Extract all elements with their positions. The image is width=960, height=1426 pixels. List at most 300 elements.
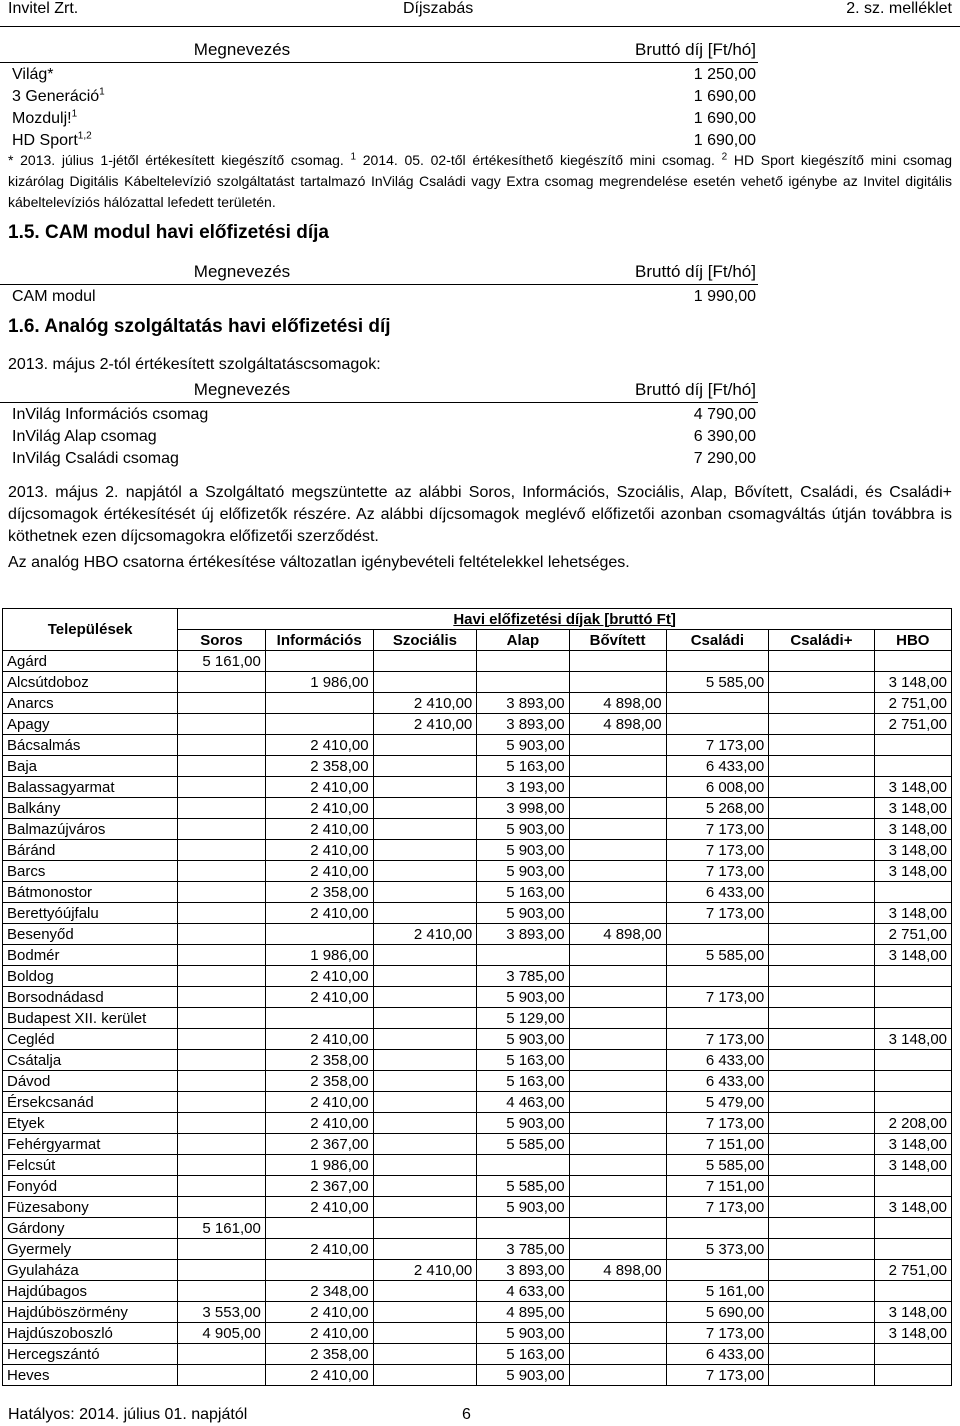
footnote-2: HD Sport kiegészítő mini csomag kizárólag Digitális Kábeltelevízió szolgáltatást tartalmazó InVilág Családi vagy Extra csomag megrendelése esetén vehető igénybe az Invitel digitális kábeltelevíziós hálózattal lefedett területén. <box>8 152 953 210</box>
fee-cell <box>373 1344 477 1365</box>
settlement-name: Anarcs <box>3 693 178 714</box>
fee-cell: 5 903,00 <box>477 735 569 756</box>
fee-cell <box>569 672 666 693</box>
fee-cell <box>569 1134 666 1155</box>
settlement-name: Apagy <box>3 714 178 735</box>
settlement-name: Cegléd <box>3 1029 178 1050</box>
fee-cell <box>373 861 477 882</box>
fee-cell: 5 268,00 <box>666 798 769 819</box>
fee-cell: 2 358,00 <box>265 756 373 777</box>
fee-cell: 2 751,00 <box>874 693 951 714</box>
table-row <box>3 1239 952 1260</box>
table-row <box>3 924 952 945</box>
settlement-name: Gyulaháza <box>3 1260 178 1281</box>
section-1-5-title: 1.5. CAM modul havi előfizetési díja <box>8 222 329 243</box>
fee-cell <box>769 924 874 945</box>
fee-cell <box>769 1029 874 1050</box>
fee-cell: 2 410,00 <box>265 1365 373 1386</box>
fee-cell: 7 173,00 <box>666 1365 769 1386</box>
fee-cell <box>769 798 874 819</box>
settlement-name: Besenyőd <box>3 924 178 945</box>
fee-cell <box>373 651 477 672</box>
fee-cell <box>373 882 477 903</box>
fee-cell <box>874 756 951 777</box>
fee-cell <box>373 819 477 840</box>
fee-cell: 5 163,00 <box>477 756 569 777</box>
fee-cell: 2 358,00 <box>265 882 373 903</box>
fee-cell: 7 151,00 <box>666 1134 769 1155</box>
fee-cell <box>874 735 951 756</box>
fee-cell: 5 373,00 <box>666 1239 769 1260</box>
fee-cell <box>373 945 477 966</box>
settlement-name: Balmazújváros <box>3 819 178 840</box>
settlement-name: Bácsalmás <box>3 735 178 756</box>
settlement-name: Báránd <box>3 840 178 861</box>
fee-cell: 2 410,00 <box>265 966 373 987</box>
fee-cell: 2 410,00 <box>373 714 477 735</box>
addon-rows <box>0 63 758 152</box>
addon-price-table <box>0 36 758 151</box>
fee-cell: 5 585,00 <box>477 1176 569 1197</box>
col-0: Soros <box>178 630 266 651</box>
table-row <box>3 1323 952 1344</box>
footnote-ref: 1 <box>71 108 78 120</box>
fee-cell <box>769 987 874 1008</box>
table-row <box>3 966 952 987</box>
fee-cell: 7 151,00 <box>666 1176 769 1197</box>
fee-cell: 5 903,00 <box>477 987 569 1008</box>
table-row <box>3 1134 952 1155</box>
fee-cell <box>373 1176 477 1197</box>
fee-cell: 6 433,00 <box>666 1344 769 1365</box>
settlement-name: Hajdúszoboszló <box>3 1323 178 1344</box>
fee-cell: 5 585,00 <box>477 1134 569 1155</box>
fee-cell <box>769 1281 874 1302</box>
fee-cell: 3 893,00 <box>477 693 569 714</box>
fee-cell <box>874 1365 951 1386</box>
col-5: Családi <box>666 630 769 651</box>
settlement-name: Budapest XII. kerület <box>3 1008 178 1029</box>
fee-cell: 3 893,00 <box>477 924 569 945</box>
fee-cell: 5 903,00 <box>477 1197 569 1218</box>
footnote-1: 2014. 05. 02-től értékesíthető kiegészítő mini csomag. <box>362 152 715 168</box>
fee-cell: 2 410,00 <box>265 1323 373 1344</box>
cam-col-name: Megnevezés <box>0 258 472 285</box>
col-price-header: Bruttó díj [Ft/hó] <box>484 36 758 63</box>
fee-cell: 2 410,00 <box>265 1197 373 1218</box>
fee-cell: 5 163,00 <box>477 1050 569 1071</box>
fee-cell: 2 410,00 <box>373 693 477 714</box>
fee-cell <box>569 1281 666 1302</box>
settlement-name: Borsodnádasd <box>3 987 178 1008</box>
fee-cell <box>769 693 874 714</box>
fee-cell: 3 785,00 <box>477 966 569 987</box>
fee-cell <box>373 756 477 777</box>
fee-cell: 2 367,00 <box>265 1176 373 1197</box>
fee-cell: 7 173,00 <box>666 987 769 1008</box>
table-row <box>3 903 952 924</box>
fee-cell: 5 161,00 <box>178 1218 266 1239</box>
fee-cell <box>569 1197 666 1218</box>
fee-cell: 7 173,00 <box>666 1029 769 1050</box>
fee-cell: 3 148,00 <box>874 1323 951 1344</box>
fee-cell <box>373 798 477 819</box>
fee-cell <box>769 1155 874 1176</box>
fee-cell <box>373 777 477 798</box>
fee-cell <box>666 1260 769 1281</box>
fee-cell <box>178 735 266 756</box>
settlement-name: Csátalja <box>3 1050 178 1071</box>
fee-cell <box>569 987 666 1008</box>
fee-cell: 2 410,00 <box>265 798 373 819</box>
fee-cell: 6 433,00 <box>666 1071 769 1092</box>
fee-cell <box>569 861 666 882</box>
fee-cell: 2 410,00 <box>265 1302 373 1323</box>
col-4: Bővített <box>569 630 666 651</box>
fee-cell <box>769 861 874 882</box>
fee-cell: 4 898,00 <box>569 714 666 735</box>
package-name: HD Sport$^{1,2}$ <box>12 130 92 149</box>
fee-cell <box>178 1050 266 1071</box>
col-6: Családi+ <box>769 630 874 651</box>
cam-table <box>0 258 758 307</box>
fee-cell <box>666 714 769 735</box>
fee-cell <box>569 966 666 987</box>
footnote-star: * 2013. július 1-jétől értékesített kiegészítő csomag. <box>8 152 344 168</box>
fee-cell: 5 163,00 <box>477 882 569 903</box>
fee-cell: 2 751,00 <box>874 714 951 735</box>
table-row <box>3 714 952 735</box>
fee-cell <box>373 1197 477 1218</box>
table-row <box>3 756 952 777</box>
fee-cell <box>769 840 874 861</box>
fee-cell <box>178 1071 266 1092</box>
package-price: 1 250,00 <box>484 63 758 86</box>
header-company: Invitel Zrt. <box>8 0 79 17</box>
fee-cell: 7 173,00 <box>666 1323 769 1344</box>
fee-cell <box>178 1155 266 1176</box>
fee-cell <box>569 1008 666 1029</box>
page-number: 6 <box>462 1406 471 1423</box>
table-row <box>3 1365 952 1386</box>
package-price: 4 790,00 <box>484 403 758 426</box>
fee-cell: 6 433,00 <box>666 1050 769 1071</box>
discontinued-paragraph: 2013. május 2. napjától a Szolgáltató megszüntette az alábbi Soros, Információs, Szociális, Alap, Bővített, Családi, és Családi+ díjcsomagok értékesítését új előfizetők részére. Az alábbi díjcsomagok meglévő előfizetői azonban csomagváltás útján továbbra is köthetnek ezen díjcsomagokra előfizetői szerződést. <box>8 484 952 545</box>
package-price: 1 690,00 <box>693 131 756 149</box>
footnotes <box>8 150 952 213</box>
fee-cell <box>178 1365 266 1386</box>
fee-cell: 4 633,00 <box>477 1281 569 1302</box>
fee-cell: 3 553,00 <box>178 1302 266 1323</box>
fee-cell <box>769 756 874 777</box>
table-row <box>3 987 952 1008</box>
fee-cell <box>477 1218 569 1239</box>
fee-cell <box>874 1008 951 1029</box>
fee-cell <box>569 1050 666 1071</box>
fee-cell <box>569 798 666 819</box>
package-price: 6 390,00 <box>693 427 756 445</box>
fee-cell <box>373 1092 477 1113</box>
fee-cell <box>265 714 373 735</box>
fee-cell <box>874 987 951 1008</box>
fee-cell <box>769 1008 874 1029</box>
fee-cell <box>569 756 666 777</box>
fee-cell: 3 148,00 <box>874 1302 951 1323</box>
table-row <box>3 1281 952 1302</box>
table-row <box>3 1218 952 1239</box>
fee-cell <box>874 1239 951 1260</box>
settlement-name: Balassagyarmat <box>3 777 178 798</box>
table-row <box>3 945 952 966</box>
hbo-paragraph: Az analóg HBO csatorna értékesítése változatlan igénybevételi feltételekkel lehetséges. <box>8 554 630 571</box>
fee-cell <box>569 1365 666 1386</box>
fee-cell <box>874 882 951 903</box>
fee-cell: 3 148,00 <box>874 1155 951 1176</box>
fee-cell: 3 893,00 <box>477 714 569 735</box>
fee-cell: 7 173,00 <box>666 1197 769 1218</box>
fee-cell: 2 358,00 <box>265 1344 373 1365</box>
col-name-header: Megnevezés <box>0 36 472 63</box>
fee-cell <box>373 1008 477 1029</box>
fee-cell: 5 163,00 <box>477 1344 569 1365</box>
table-row <box>0 63 758 86</box>
fee-cell: 5 903,00 <box>477 1029 569 1050</box>
fee-cell: 3 785,00 <box>477 1239 569 1260</box>
settlement-name: Fonyód <box>3 1176 178 1197</box>
fee-cell <box>178 1176 266 1197</box>
table-row <box>3 693 952 714</box>
settlement-name: Hajdúböszörmény <box>3 1302 178 1323</box>
footer-validity: Hatályos: 2014. július 01. napjától <box>8 1406 248 1423</box>
table-row <box>0 403 758 426</box>
fee-cell <box>874 651 951 672</box>
fee-cell <box>769 1344 874 1365</box>
fee-cell: 3 148,00 <box>874 1134 951 1155</box>
col-3: Alap <box>477 630 569 651</box>
fee-cell <box>569 1155 666 1176</box>
fee-cell <box>769 1071 874 1092</box>
fee-cell: 5 163,00 <box>477 1071 569 1092</box>
fee-cell <box>569 945 666 966</box>
fee-cell <box>178 1029 266 1050</box>
fee-cell: 2 410,00 <box>265 1092 373 1113</box>
fee-cell <box>769 1260 874 1281</box>
fee-cell: 5 903,00 <box>477 861 569 882</box>
fee-cell: 3 148,00 <box>874 861 951 882</box>
fee-cell: 4 895,00 <box>477 1302 569 1323</box>
settlement-name: Barcs <box>3 861 178 882</box>
settlement-name: Füzesabony <box>3 1197 178 1218</box>
table-row <box>3 882 952 903</box>
fee-cell <box>373 1323 477 1344</box>
footnote-ref: 1,2 <box>77 130 92 142</box>
fee-cell <box>769 945 874 966</box>
fee-cell: 3 148,00 <box>874 945 951 966</box>
col-2: Szociális <box>373 630 477 651</box>
fee-cell <box>178 1281 266 1302</box>
fee-cell: 5 585,00 <box>666 1155 769 1176</box>
fee-cell: 7 173,00 <box>666 735 769 756</box>
fee-cell <box>178 756 266 777</box>
settlement-name: Gárdony <box>3 1218 178 1239</box>
fee-cell <box>373 1302 477 1323</box>
fee-cell <box>569 777 666 798</box>
fee-cell <box>666 651 769 672</box>
settlement-name: Hercegszántó <box>3 1344 178 1365</box>
fee-cell: 1 986,00 <box>265 945 373 966</box>
fee-cell <box>874 1281 951 1302</box>
fee-cell <box>373 987 477 1008</box>
fee-cell <box>373 1071 477 1092</box>
table-row <box>3 777 952 798</box>
fee-cell: 5 690,00 <box>666 1302 769 1323</box>
fee-cell <box>769 819 874 840</box>
fee-cell: 3 998,00 <box>477 798 569 819</box>
fee-cell: 3 893,00 <box>477 1260 569 1281</box>
fee-cell <box>874 1344 951 1365</box>
settlement-name: Bodmér <box>3 945 178 966</box>
fee-cell <box>477 672 569 693</box>
fee-cell <box>265 651 373 672</box>
fee-cell: 4 898,00 <box>569 1260 666 1281</box>
settlement-name: Baja <box>3 756 178 777</box>
col-1: Információs <box>265 630 373 651</box>
fee-cell <box>265 1218 373 1239</box>
analog-col-price: Bruttó díj [Ft/hó] <box>484 376 758 403</box>
table-row <box>3 1029 952 1050</box>
fee-cell <box>265 1260 373 1281</box>
fee-cell <box>769 903 874 924</box>
fee-cell: 4 898,00 <box>569 693 666 714</box>
fee-cell <box>178 924 266 945</box>
settlement-price-table <box>2 608 952 1386</box>
fee-cell <box>769 1365 874 1386</box>
fee-cell <box>373 1218 477 1239</box>
fee-cell <box>373 1029 477 1050</box>
fee-cell <box>265 1008 373 1029</box>
footnote-ref: 1 <box>99 86 105 98</box>
fee-cell <box>477 651 569 672</box>
analog-rows <box>0 403 758 470</box>
fee-cell <box>373 966 477 987</box>
cam-col-price: Bruttó díj [Ft/hó] <box>484 258 758 285</box>
fee-cell <box>666 966 769 987</box>
fee-cell <box>874 1071 951 1092</box>
fee-cell <box>569 1176 666 1197</box>
fee-cell <box>769 735 874 756</box>
settlement-name: Agárd <box>3 651 178 672</box>
fee-cell: 5 129,00 <box>477 1008 569 1029</box>
fee-cell: 5 903,00 <box>477 1113 569 1134</box>
fee-cell <box>769 882 874 903</box>
fee-cell <box>178 966 266 987</box>
fee-cell: 2 410,00 <box>373 924 477 945</box>
cam-row-name: CAM modul <box>0 285 472 308</box>
fee-cell: 3 148,00 <box>874 798 951 819</box>
fee-cell: 5 903,00 <box>477 903 569 924</box>
fee-cell: 1 986,00 <box>265 672 373 693</box>
fee-cell <box>569 1302 666 1323</box>
fee-cell: 2 348,00 <box>265 1281 373 1302</box>
table-row <box>0 129 758 151</box>
table-row <box>0 285 758 308</box>
table-row <box>3 651 952 672</box>
fee-cell: 2 410,00 <box>265 1113 373 1134</box>
fee-cell: 2 410,00 <box>265 861 373 882</box>
settlement-name: Hajdúbagos <box>3 1281 178 1302</box>
settlement-name: Dávod <box>3 1071 178 1092</box>
col-7: HBO <box>874 630 951 651</box>
package-name: 3 Generáció$^1$ <box>12 86 105 105</box>
header-rule <box>0 26 960 27</box>
fee-cell: 2 410,00 <box>373 1260 477 1281</box>
fee-cell <box>666 693 769 714</box>
fee-cell <box>769 777 874 798</box>
fee-cell: 2 358,00 <box>265 1071 373 1092</box>
settlement-name: Heves <box>3 1365 178 1386</box>
fee-cell: 3 148,00 <box>874 1197 951 1218</box>
fee-cell <box>769 651 874 672</box>
fee-cell <box>373 1113 477 1134</box>
fee-cell <box>666 924 769 945</box>
fee-cell <box>769 1218 874 1239</box>
fee-cell <box>569 903 666 924</box>
fee-cell <box>265 924 373 945</box>
header-title: Díjszabás <box>403 0 474 17</box>
fee-cell: 5 585,00 <box>666 672 769 693</box>
fee-cell <box>769 1050 874 1071</box>
fee-cell: 5 161,00 <box>178 651 266 672</box>
settlement-name: Alcsútdoboz <box>3 672 178 693</box>
fee-cell: 6 433,00 <box>666 756 769 777</box>
fee-cell <box>373 735 477 756</box>
fee-cell: 2 410,00 <box>265 840 373 861</box>
fee-cell <box>569 735 666 756</box>
table-row <box>3 819 952 840</box>
table-row <box>3 1155 952 1176</box>
fee-cell <box>178 693 266 714</box>
fee-cell: 5 479,00 <box>666 1092 769 1113</box>
fee-cell <box>178 945 266 966</box>
table-row <box>3 735 952 756</box>
fee-cell: 2 410,00 <box>265 903 373 924</box>
table-row <box>3 840 952 861</box>
fee-cell <box>178 1344 266 1365</box>
fee-cell <box>569 1344 666 1365</box>
fee-cell <box>178 1134 266 1155</box>
fee-cell: 4 898,00 <box>569 924 666 945</box>
table-row <box>3 1260 952 1281</box>
col-settlements: Települések <box>3 609 178 651</box>
fee-cell <box>569 840 666 861</box>
table-row <box>3 1113 952 1134</box>
fee-cell: 3 148,00 <box>874 903 951 924</box>
fee-cell <box>769 1239 874 1260</box>
fee-cell <box>769 1302 874 1323</box>
package-price: 7 290,00 <box>693 449 756 467</box>
fee-cell: 3 148,00 <box>874 777 951 798</box>
fee-cell <box>373 1239 477 1260</box>
fee-cell <box>874 1050 951 1071</box>
fee-cell <box>569 1071 666 1092</box>
fee-cell: 7 173,00 <box>666 1113 769 1134</box>
fee-cell <box>569 1029 666 1050</box>
fee-cell <box>477 945 569 966</box>
settlement-name: Berettyóújfalu <box>3 903 178 924</box>
fee-cell: 5 585,00 <box>666 945 769 966</box>
fee-cell: 4 463,00 <box>477 1092 569 1113</box>
package-price: 1 690,00 <box>693 109 756 127</box>
